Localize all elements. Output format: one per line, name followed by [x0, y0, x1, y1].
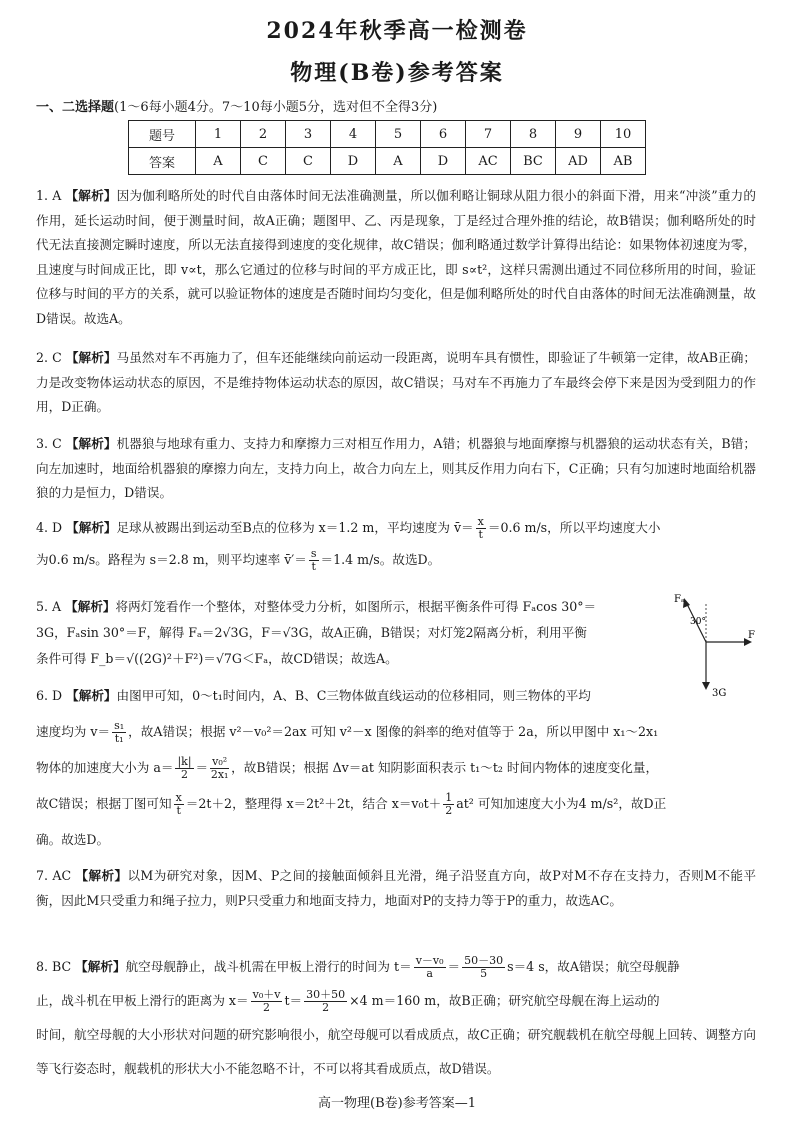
question-3: 3. C 【解析】机器狼与地球有重力、支持力和摩擦力三对相互作用力，A错；机器狼与地面摩擦与机器狼的运动状态有关，B错；向左加速时，地面给机器狼的摩擦力向左，支持力向上，故合力向左上，则其反作用力向右下，C正确；只有匀加速时地面给机器狼的力是恒力，D错误。	[36, 436, 757, 501]
table-cell: C	[241, 148, 286, 175]
table-cell: D	[331, 148, 376, 175]
table-cell: A	[376, 148, 421, 175]
table-row-answers	[129, 148, 646, 175]
question-6: 6. D 【解析】由图甲可知，0～t₁时间内，A、B、C三物体做直线运动的位移相同，则三物体的平均 速度均为 v＝ $\frac{\text{s₁}}{\text{t₁}}$ ，故A错误；根据 v²－v₀²＝2ax 可知 v²－x 图像的斜率的绝对值等于 2a，所以甲图中 x₁～2x₁ 物体的加速度大小为 a＝ $\frac{|k|}{2}$ ＝ $\frac{\text{v₀²}}{\text{2x₁}}$ ，故B错误；根据 Δv＝at 知阴影面积表示 t₁～t₂ 时间内物体的速度变化量， 故C错误；根据丁图可知 $\frac{x}{t}$ ＝2t＋2，整理得 x＝2t²＋2t，结合 x＝v₀t＋ $\frac{1}{2}$ at² 可知加速度大小为4 m/s²，故D正 确。故选D。	[36, 688, 667, 847]
table-header-cell: 题号	[129, 121, 196, 148]
table-cell: 9	[556, 121, 601, 148]
table-cell: 5	[376, 121, 421, 148]
question-1: 1. A 【解析】因为伽利略所处的时代自由落体时间无法准确测量，所以伽利略让铜球从阻力很小的斜面下滑，用来“冲淡”重力的作用，延长运动时间，便于测量时间，故A正确；题图甲、乙、丙是现象，丁是经过合理外推的结论，故B错误；伽利略所处的时代无法直接测定瞬时速度，所以无法直接得到速度的变化规律，故C错误；伽利略通过数学计算得出结论：如果物体初速度为零，且速度与时间成正比，即 v∝t，那么它通过的位移与时间的平方成正比，即 s∝t²，这样只需测出通过不同位移所用的时间，验证位移与时间的平方的关系，就可以验证物体的速度是否随时间均匀变化，但是伽利略所处的时代自由落体的时间无法准确测量，故D错误。故选A。	[36, 188, 756, 326]
table-cell: BC	[511, 148, 556, 175]
section-heading: 一、二选择题(1～6每小题4分。7～10每小题5分，选对但不全得3分)	[36, 100, 438, 115]
table-cell: 1	[196, 121, 241, 148]
force-label-3g: 3G	[712, 688, 727, 699]
question-7: 7. AC 【解析】以M为研究对象，因M、P之间的接触面倾斜且光滑，绳子沿竖直方向，故P对M不存在支持力，否则M不能平衡，因此M只受重力和绳子拉力，则P只受重力和地面支持力，地面对P的支持力等于P的重力，故选AC。	[36, 868, 756, 908]
table-cell: 10	[601, 121, 646, 148]
table-cell: 8	[511, 121, 556, 148]
page-subtitle: 物理(B卷)参考答案	[290, 60, 504, 86]
table-cell: C	[286, 148, 331, 175]
table-row-numbers	[129, 121, 646, 148]
table-cell: 2	[241, 121, 286, 148]
table-cell: AD	[556, 148, 601, 175]
table-cell: 3	[286, 121, 331, 148]
question-2: 2. C 【解析】马虽然对车不再施力了，但车还能继续向前运动一段距离，说明车具有惯性，即验证了牛顿第一定律，故AB正确；力是改变物体运动状态的原因，不是维持物体运动状态的原因，故C错误；马对车不再施力了车最终会停下来是因为受到阻力的作用，D正确。	[36, 350, 756, 415]
question-5: 5. A 【解析】将两灯笼看作一个整体，对整体受力分析，如图所示，根据平衡条件可得 Fₐcos 30°＝ 3G，Fₐsin 30°＝F，解得 Fₐ＝2√3G，F＝√3G，故A正确，B错误；对灯笼2隔离分析，利用平衡 条件可得 F_b＝√((2G)²＋F²)＝√7G＜Fₐ，故CD错误；故选A。	[36, 599, 597, 666]
table-cell: A	[196, 148, 241, 175]
page-footer: 高一物理(B卷)参考答案—1	[318, 1096, 476, 1111]
table-cell: 7	[466, 121, 511, 148]
angle-label: 30°	[690, 617, 706, 627]
table-cell: 4	[331, 121, 376, 148]
force-label-fa: Fₐ	[674, 594, 685, 605]
table-cell: AB	[601, 148, 646, 175]
table-cell: 6	[421, 121, 466, 148]
table-cell: AC	[466, 148, 511, 175]
question-8: 8. BC 【解析】航空母舰静止，战斗机需在甲板上滑行的时间为 t＝ $\frac{\text{v－v₀}}{a}$ ＝ $\frac{50-30}{5}$ s＝4 s，故A错误；航空母舰静 止，战斗机在甲板上滑行的距离为 x＝ $\frac{\text{v₀＋v}}{2}$ t＝ $\frac{30+50}{2}$ ×4 m＝160 m，故B正确；研究航空母舰在海上运动的 时间，航空母舰的大小形状对问题的研究影响很小，航空母舰可以看成质点，故C正确；研究舰载机在航空母舰上回转、调整方向等飞行姿态时，舰载机的形状大小不能忽略不计，不可以将其看成质点，故D错误。	[36, 954, 756, 1076]
table-header-cell: 答案	[129, 148, 196, 175]
answer-table	[128, 120, 646, 175]
question-4: 4. D 【解析】足球从被踢出到运动至B点的位移为 x＝1.2 m，平均速度为 v̄＝ $\frac{x}{t}$ ＝0.6 m/s，所以平均速度大小 为0.6 m/s。路程为 s＝2.8 m，则平均速率 v̄′＝ $\frac{s}{t}$ ＝1.4 m/s。故选D。	[36, 515, 661, 573]
table-cell: D	[421, 148, 466, 175]
page-title: 2024年秋季高一检测卷	[266, 18, 528, 44]
force-label-f: F	[748, 630, 755, 641]
